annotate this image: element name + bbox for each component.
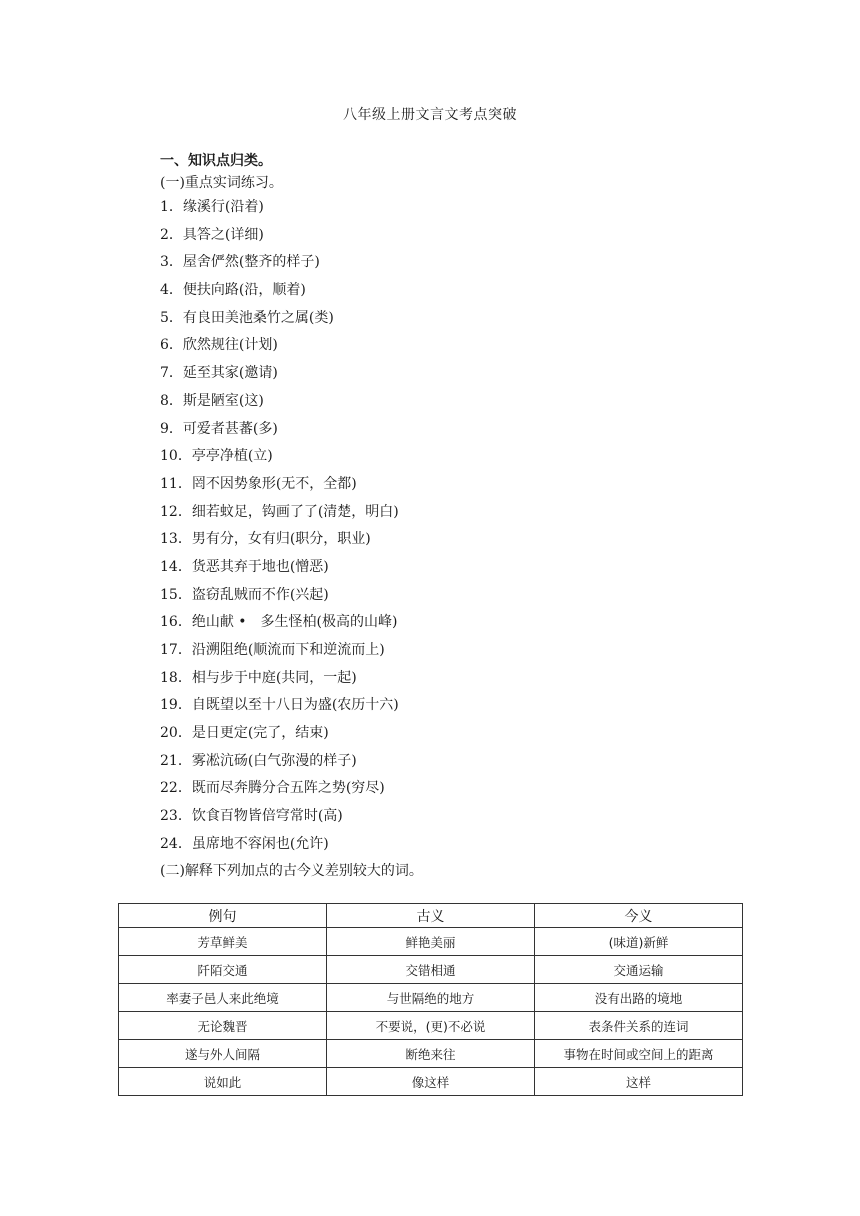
table-header-row	[119, 904, 743, 928]
list-item: 3．屋舍俨然(整齐的样子)	[160, 254, 320, 271]
list-item: 8．斯是陋室(这)	[160, 392, 264, 409]
list-item: 19．自既望以至十八日为盛(农历十六)	[160, 697, 399, 714]
list-item: 9．可爱者甚蕃(多)	[160, 420, 278, 437]
page-title: 八年级上册文言文考点突破	[343, 107, 517, 123]
list-item: 20．是日更定(完了，结束)	[160, 725, 329, 742]
list-item: 11．罔不因势象形(无不，全都)	[160, 475, 357, 492]
list-item: 22．既而尽奔腾分合五阵之势(穷尽)	[160, 780, 385, 797]
cell-ancient: 与世隔绝的地方	[327, 984, 535, 1012]
table-body	[119, 928, 743, 1096]
cell-ancient: 鲜艳美丽	[327, 928, 535, 956]
list-item: 13．男有分，女有归(职分，职业)	[160, 531, 371, 548]
list-item: 21．雾凇沆砀(白气弥漫的样子)	[160, 752, 357, 769]
list-item: 5．有良田美池桑竹之属(类)	[160, 309, 334, 326]
cell-example: 遂与外人间隔	[119, 1040, 327, 1068]
cell-modern: 没有出路的境地	[535, 984, 743, 1012]
cell-ancient: 不要说，(更)不必说	[327, 1012, 535, 1040]
table-row	[119, 928, 743, 956]
list-item: 24．虽席地不容闲也(允许)	[160, 835, 329, 852]
cell-ancient: 像这样	[327, 1068, 535, 1096]
cell-modern: (味道)新鲜	[535, 928, 743, 956]
cell-modern: 事物在时间或空间上的距离	[535, 1040, 743, 1068]
document-body	[160, 150, 760, 883]
cell-ancient: 断绝来往	[327, 1040, 535, 1068]
cell-example: 无论魏晋	[119, 1012, 327, 1040]
list-item: 10．亭亭净植(立)	[160, 448, 273, 465]
cell-example: 率妻子邑人来此绝境	[119, 984, 327, 1012]
list-item: 16．绝山献 • 多生怪柏(极高的山峰)	[160, 614, 398, 631]
cell-modern: 这样	[535, 1068, 743, 1096]
table-row	[119, 956, 743, 984]
column-header-ancient: 古义	[327, 904, 535, 928]
cell-modern: 表条件关系的连词	[535, 1012, 743, 1040]
cell-ancient: 交错相通	[327, 956, 535, 984]
shici-list	[160, 194, 760, 859]
list-item: 18．相与步于中庭(共同，一起)	[160, 669, 357, 686]
list-item: 7．延至其家(邀请)	[160, 365, 278, 382]
table-row	[119, 1040, 743, 1068]
column-header-modern: 今义	[535, 904, 743, 928]
list-item: 4．便扶向路(沿，顺着)	[160, 282, 306, 299]
list-item: 2．具答之(详细)	[160, 226, 264, 243]
cell-example: 芳草鲜美	[119, 928, 327, 956]
cell-example: 阡陌交通	[119, 956, 327, 984]
sub-heading-gujin: (二)解释下列加点的古今义差别较大的词。	[160, 862, 423, 879]
gujin-table	[118, 903, 743, 1096]
table-row	[119, 1068, 743, 1096]
list-item: 6．欣然规往(计划)	[160, 337, 278, 354]
section-heading: 一、知识点归类。	[160, 153, 272, 169]
list-item: 14．货恶其弃于地也(憎恶)	[160, 558, 329, 575]
list-item: 1．缘溪行(沿着)	[160, 199, 264, 215]
cell-example: 说如此	[119, 1068, 327, 1096]
sub-heading-shici: (一)重点实词练习。	[160, 175, 283, 191]
column-header-example: 例句	[119, 904, 327, 928]
list-item: 23．饮食百物皆倍穹常时(高)	[160, 808, 343, 825]
table-row	[119, 1012, 743, 1040]
list-item: 17．沿溯阻绝(顺流而下和逆流而上)	[160, 642, 385, 658]
list-item: 15．盗窃乱贼而不作(兴起)	[160, 586, 329, 603]
table-row	[119, 984, 743, 1012]
list-item: 12．细若蚊足，钩画了了(清楚，明白)	[160, 503, 399, 520]
cell-modern: 交通运输	[535, 956, 743, 984]
